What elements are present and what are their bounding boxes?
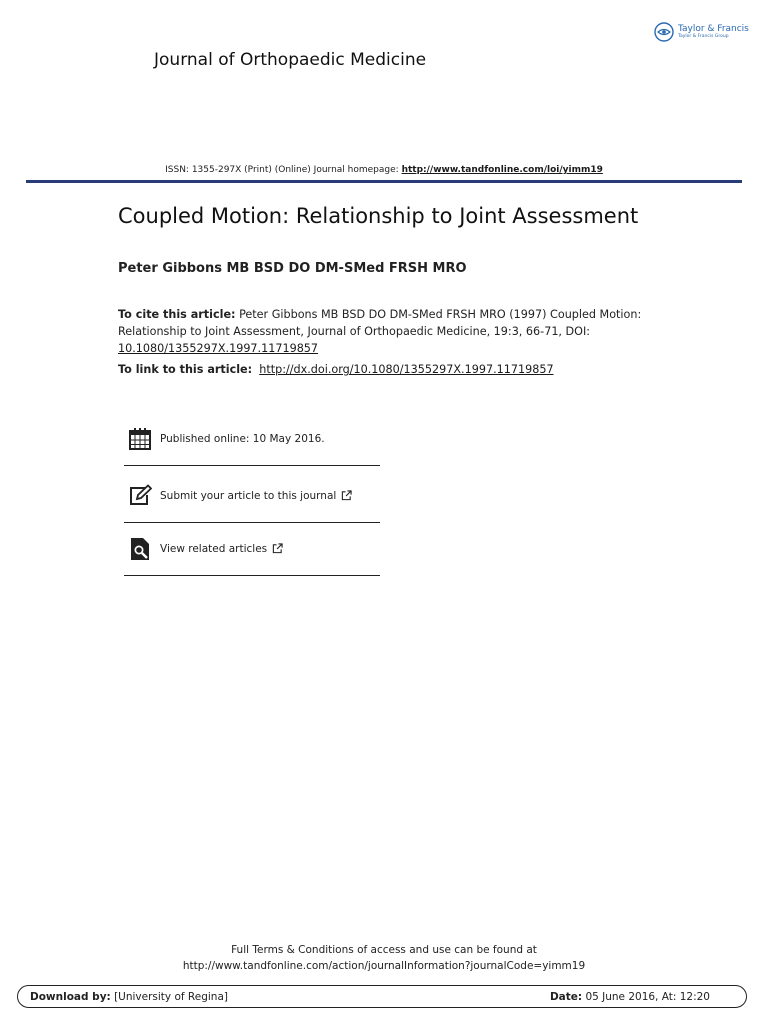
article-url-link[interactable]: http://dx.doi.org/10.1080/1355297X.1997.11719857 [259, 363, 554, 376]
view-related-link[interactable]: View related articles [160, 542, 268, 555]
date-value: 05 June 2016, At: 12:20 [585, 990, 710, 1003]
link-label: To link to this article: [118, 363, 253, 376]
citation-block [118, 306, 678, 357]
publisher-logo [654, 22, 749, 42]
submit-article-link[interactable]: Submit your article to this journal [160, 489, 337, 502]
edit-icon [128, 484, 152, 508]
journal-title: Journal of Orthopaedic Medicine [154, 50, 427, 70]
terms-notice [0, 942, 768, 974]
article-author: Peter Gibbons MB BSD DO DM-SMed FRSH MRO [118, 261, 467, 276]
document-search-icon [128, 537, 152, 561]
header-divider [26, 180, 742, 183]
article-link-block [118, 363, 554, 376]
external-link-icon [341, 490, 352, 501]
cite-label: To cite this article: [118, 308, 236, 321]
submit-row[interactable] [124, 469, 380, 523]
publisher-name: Taylor & Francis [678, 23, 749, 34]
related-row[interactable] [124, 522, 380, 576]
date-info [550, 991, 710, 1003]
article-title: Coupled Motion: Relationship to Joint Assessment [118, 204, 639, 228]
terms-line-1: Full Terms & Conditions of access and use can be found at [231, 944, 537, 956]
publisher-subname: Taylor & Francis Group [678, 33, 729, 39]
download-info [30, 991, 228, 1003]
issn-line [0, 165, 768, 175]
terms-url[interactable]: http://www.tandfonline.com/action/journalInformation?journalCode=yimm19 [182, 960, 586, 972]
journal-homepage-link[interactable]: http://www.tandfonline.com/loi/yimm19 [401, 165, 603, 175]
issn-text: ISSN: 1355-297X (Print) (Online) Journal homepage: [165, 165, 399, 175]
download-value: [University of Regina] [114, 990, 228, 1003]
published-row [124, 412, 380, 466]
cite-text: Peter Gibbons MB BSD DO DM-SMed FRSH MRO (1997) Coupled Motion: Relationship to Joint Assessment, Journal of Orthopaedic Medicine, 19:3, 66-71, DOI: [118, 308, 642, 338]
published-date: Published online: 10 May 2016. [160, 432, 325, 445]
download-footer [17, 985, 747, 1008]
doi-link[interactable]: 10.1080/1355297X.1997.11719857 [118, 342, 319, 355]
download-label: Download by: [30, 990, 111, 1003]
external-link-icon [272, 543, 283, 554]
taylor-francis-logo-icon [654, 22, 674, 42]
date-label: Date: [549, 990, 583, 1003]
calendar-icon [128, 427, 152, 451]
